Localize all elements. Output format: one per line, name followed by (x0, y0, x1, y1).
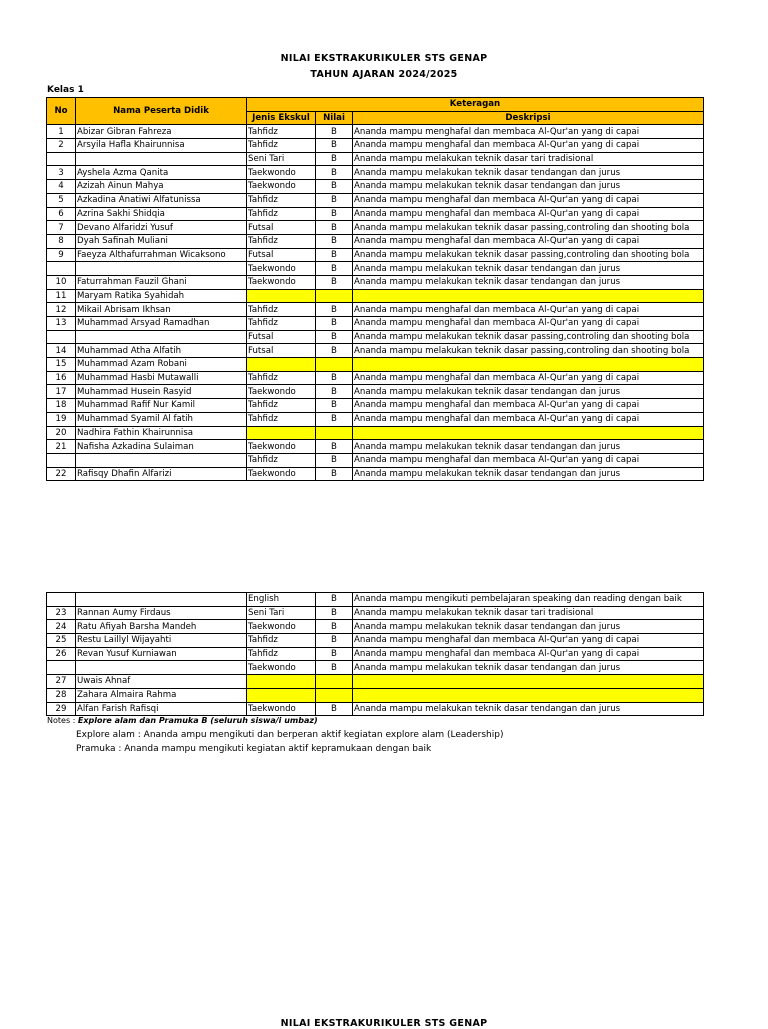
cell-nilai: B (316, 139, 353, 153)
cell-nama: Rafisqy Dhafin Alfarizi (76, 467, 247, 481)
cell-deskripsi (353, 688, 704, 702)
cell-nilai: B (316, 303, 353, 317)
cell-nilai: B (316, 152, 353, 166)
table-row (47, 453, 704, 467)
cell-no: 11 (47, 289, 76, 303)
cell-jenis: Futsal (247, 248, 316, 262)
table-row (47, 330, 704, 344)
cell-no (47, 330, 76, 344)
cell-nilai: B (316, 661, 353, 675)
notes-bold: Explore alam dan Pramuka B (seluruh siswa/i umbaz) (77, 716, 318, 725)
note-pramuka: Pramuka : Ananda mampu mengikuti kegiatan aktif kepramukaan dengan baik (76, 744, 432, 754)
cell-deskripsi (353, 675, 704, 689)
table-row (47, 412, 704, 426)
table-row (47, 702, 704, 716)
cell-no: 20 (47, 426, 76, 440)
cell-nama: Azizah Ainun Mahya (76, 180, 247, 194)
table-row (47, 303, 704, 317)
cell-no: 4 (47, 180, 76, 194)
cell-no: 1 (47, 125, 76, 139)
table-row (47, 634, 704, 648)
cell-deskripsi: Ananda mampu melakukan teknik dasar passing,controling dan shooting bola (353, 221, 704, 235)
cell-no: 8 (47, 234, 76, 248)
cell-no: 18 (47, 399, 76, 413)
cell-deskripsi: Ananda mampu menghafal dan membaca Al-Qur'an yang di capai (353, 193, 704, 207)
grades-table-continued (46, 592, 704, 716)
cell-nilai: B (316, 234, 353, 248)
academic-year: TAHUN AJARAN 2024/2025 (310, 69, 458, 80)
table-row (47, 620, 704, 634)
cell-deskripsi: Ananda mampu melakukan teknik dasar tendangan dan jurus (353, 180, 704, 194)
cell-nilai: B (316, 344, 353, 358)
table-row (47, 688, 704, 702)
cell-nama: Faturrahman Fauzil Ghani (76, 275, 247, 289)
cell-nilai: B (316, 180, 353, 194)
cell-nama (76, 330, 247, 344)
cell-deskripsi: Ananda mampu melakukan teknik dasar tendangan dan jurus (353, 275, 704, 289)
cell-no: 21 (47, 440, 76, 454)
cell-nama: Nafisha Azkadina Sulaiman (76, 440, 247, 454)
cell-nilai: B (316, 193, 353, 207)
cell-deskripsi: Ananda mampu melakukan teknik dasar tari tradisional (353, 152, 704, 166)
cell-jenis: Taekwondo (247, 440, 316, 454)
table-row (47, 385, 704, 399)
cell-nama: Ayshela Azma Qanita (76, 166, 247, 180)
cell-nama: Ratu Afiyah Barsha Mandeh (76, 620, 247, 634)
cell-nilai: B (316, 125, 353, 139)
cell-jenis: Tahfidz (247, 399, 316, 413)
cell-jenis: Tahfidz (247, 193, 316, 207)
cell-nilai: B (316, 702, 353, 716)
cell-nama: Muhammad Syamil Al fatih (76, 412, 247, 426)
table-row (47, 371, 704, 385)
cell-jenis (247, 358, 316, 372)
cell-jenis (247, 688, 316, 702)
cell-nama: Zahara Almaira Rahma (76, 688, 247, 702)
cell-nama: Azkadina Anatiwi Alfatunissa (76, 193, 247, 207)
cell-no (47, 661, 76, 675)
cell-no: 24 (47, 620, 76, 634)
cell-nilai: B (316, 647, 353, 661)
cell-nama: Faeyza Althafurrahman Wicaksono (76, 248, 247, 262)
table-row (47, 207, 704, 221)
cell-nilai: B (316, 620, 353, 634)
cell-jenis: English (247, 593, 316, 607)
next-page-title: NILAI EKSTRAKURIKULER STS GENAP (280, 1018, 488, 1029)
cell-no: 6 (47, 207, 76, 221)
cell-jenis: Tahfidz (247, 207, 316, 221)
cell-jenis: Tahfidz (247, 634, 316, 648)
cell-nilai (316, 688, 353, 702)
cell-nama: Devano Alfaridzi Yusuf (76, 221, 247, 235)
cell-no: 13 (47, 317, 76, 331)
cell-nilai: B (316, 330, 353, 344)
cell-jenis (247, 426, 316, 440)
cell-no: 3 (47, 166, 76, 180)
cell-nama: Azrina Sakhi Shidqia (76, 207, 247, 221)
cell-no: 15 (47, 358, 76, 372)
cell-deskripsi: Ananda mampu melakukan teknik dasar tari tradisional (353, 606, 704, 620)
cell-nama (76, 152, 247, 166)
cell-jenis: Tahfidz (247, 453, 316, 467)
table-row (47, 166, 704, 180)
table-row (47, 593, 704, 607)
cell-nama: Dyah Safinah Muliani (76, 234, 247, 248)
cell-nama: Nadhira Fathin Khairunnisa (76, 426, 247, 440)
header-nilai: Nilai (316, 111, 353, 125)
cell-no: 2 (47, 139, 76, 153)
cell-deskripsi: Ananda mampu melakukan teknik dasar tendangan dan jurus (353, 262, 704, 276)
cell-jenis: Futsal (247, 221, 316, 235)
cell-deskripsi: Ananda mampu melakukan teknik dasar tendangan dan jurus (353, 620, 704, 634)
cell-deskripsi: Ananda mampu menghafal dan membaca Al-Qur'an yang di capai (353, 317, 704, 331)
table-row (47, 675, 704, 689)
cell-jenis: Taekwondo (247, 166, 316, 180)
document-title: NILAI EKSTRAKURIKULER STS GENAP (280, 53, 488, 64)
cell-nama: Maryam Ratika Syahidah (76, 289, 247, 303)
cell-no: 26 (47, 647, 76, 661)
cell-deskripsi: Ananda mampu melakukan teknik dasar tendangan dan jurus (353, 166, 704, 180)
cell-jenis: Futsal (247, 330, 316, 344)
cell-nama: Mikail Abrisam Ikhsan (76, 303, 247, 317)
cell-nama: Muhammad Azam Robani (76, 358, 247, 372)
cell-nilai: B (316, 412, 353, 426)
table-row (47, 344, 704, 358)
cell-nama: Muhammad Rafif Nur Kamil (76, 399, 247, 413)
cell-deskripsi (353, 289, 704, 303)
cell-no: 19 (47, 412, 76, 426)
cell-jenis: Tahfidz (247, 139, 316, 153)
cell-jenis: Seni Tari (247, 152, 316, 166)
cell-jenis: Tahfidz (247, 371, 316, 385)
cell-nama (76, 262, 247, 276)
cell-jenis: Seni Tari (247, 606, 316, 620)
table-row (47, 647, 704, 661)
cell-deskripsi: Ananda mampu melakukan teknik dasar passing,controling dan shooting bola (353, 330, 704, 344)
cell-no: 10 (47, 275, 76, 289)
table-row (47, 221, 704, 235)
cell-nilai: B (316, 606, 353, 620)
cell-deskripsi: Ananda mampu menghafal dan membaca Al-Qur'an yang di capai (353, 634, 704, 648)
table-row (47, 152, 704, 166)
cell-jenis: Taekwondo (247, 467, 316, 481)
cell-deskripsi: Ananda mampu menghafal dan membaca Al-Qur'an yang di capai (353, 371, 704, 385)
cell-deskripsi: Ananda mampu menghafal dan membaca Al-Qur'an yang di capai (353, 125, 704, 139)
cell-nama: Muhammad Hasbi Mutawalli (76, 371, 247, 385)
cell-nama: Uwais Ahnaf (76, 675, 247, 689)
cell-nama: Muhammad Husein Rasyid (76, 385, 247, 399)
cell-deskripsi (353, 426, 704, 440)
table-row (47, 262, 704, 276)
table-row (47, 289, 704, 303)
cell-deskripsi: Ananda mampu menghafal dan membaca Al-Qur'an yang di capai (353, 412, 704, 426)
cell-nama (76, 661, 247, 675)
cell-nilai: B (316, 385, 353, 399)
header-no: No (47, 98, 76, 125)
cell-deskripsi: Ananda mampu melakukan teknik dasar tendangan dan jurus (353, 385, 704, 399)
cell-no (47, 453, 76, 467)
cell-no: 27 (47, 675, 76, 689)
cell-nama: Alfan Farish Rafisqi (76, 702, 247, 716)
cell-jenis: Taekwondo (247, 620, 316, 634)
cell-deskripsi: Ananda mampu menghafal dan membaca Al-Qur'an yang di capai (353, 647, 704, 661)
cell-nama: Restu Laillyl Wijayahti (76, 634, 247, 648)
cell-nilai: B (316, 317, 353, 331)
header-deskripsi: Deskripsi (353, 111, 704, 125)
cell-no (47, 152, 76, 166)
cell-jenis: Tahfidz (247, 317, 316, 331)
cell-nilai: B (316, 634, 353, 648)
table-row (47, 661, 704, 675)
cell-no: 22 (47, 467, 76, 481)
cell-nilai: B (316, 207, 353, 221)
cell-no: 12 (47, 303, 76, 317)
cell-nilai: B (316, 371, 353, 385)
cell-nilai: B (316, 399, 353, 413)
cell-deskripsi: Ananda mampu mengikuti pembelajaran speaking dan reading dengan baik (353, 593, 704, 607)
cell-nilai: B (316, 593, 353, 607)
cell-nilai (316, 426, 353, 440)
cell-no: 25 (47, 634, 76, 648)
cell-deskripsi: Ananda mampu melakukan teknik dasar passing,controling dan shooting bola (353, 344, 704, 358)
cell-jenis (247, 289, 316, 303)
cell-nama (76, 453, 247, 467)
cell-deskripsi: Ananda mampu menghafal dan membaca Al-Qur'an yang di capai (353, 139, 704, 153)
table-row (47, 180, 704, 194)
cell-deskripsi: Ananda mampu menghafal dan membaca Al-Qur'an yang di capai (353, 234, 704, 248)
cell-deskripsi: Ananda mampu menghafal dan membaca Al-Qur'an yang di capai (353, 207, 704, 221)
cell-no (47, 262, 76, 276)
cell-no: 14 (47, 344, 76, 358)
notes-prefix: Notes : (47, 716, 78, 725)
header-nama: Nama Peserta Didik (76, 98, 247, 125)
grades-table (46, 97, 704, 481)
cell-no: 7 (47, 221, 76, 235)
table-row (47, 426, 704, 440)
cell-jenis: Taekwondo (247, 262, 316, 276)
cell-nilai: B (316, 262, 353, 276)
header-jenis: Jenis Ekskul (247, 111, 316, 125)
table-row (47, 234, 704, 248)
cell-nilai: B (316, 221, 353, 235)
table-row (47, 275, 704, 289)
cell-nilai (316, 289, 353, 303)
cell-nilai: B (316, 440, 353, 454)
table-row (47, 193, 704, 207)
cell-deskripsi: Ananda mampu menghafal dan membaca Al-Qur'an yang di capai (353, 399, 704, 413)
cell-deskripsi: Ananda mampu melakukan teknik dasar tendangan dan jurus (353, 702, 704, 716)
cell-deskripsi: Ananda mampu menghafal dan membaca Al-Qur'an yang di capai (353, 453, 704, 467)
cell-nama: Rannan Aumy Firdaus (76, 606, 247, 620)
table-row (47, 139, 704, 153)
cell-nilai: B (316, 248, 353, 262)
cell-nama: Muhammad Atha Alfatih (76, 344, 247, 358)
cell-deskripsi: Ananda mampu melakukan teknik dasar passing,controling dan shooting bola (353, 248, 704, 262)
table-row (47, 399, 704, 413)
cell-jenis: Taekwondo (247, 180, 316, 194)
cell-nilai (316, 358, 353, 372)
cell-jenis: Tahfidz (247, 412, 316, 426)
cell-nilai: B (316, 453, 353, 467)
cell-jenis: Tahfidz (247, 234, 316, 248)
cell-deskripsi (353, 358, 704, 372)
cell-jenis: Tahfidz (247, 647, 316, 661)
cell-jenis: Taekwondo (247, 385, 316, 399)
cell-nilai: B (316, 166, 353, 180)
cell-deskripsi: Ananda mampu menghafal dan membaca Al-Qur'an yang di capai (353, 303, 704, 317)
cell-no: 29 (47, 702, 76, 716)
cell-nama: Arsyila Hafla Khairunnisa (76, 139, 247, 153)
note-explore-alam: Explore alam : Ananda ampu mengikuti dan berperan aktif kegiatan explore alam (Leadership) (76, 730, 504, 740)
cell-nama: Muhammad Arsyad Ramadhan (76, 317, 247, 331)
class-label: Kelas 1 (47, 85, 84, 95)
header-keterangan: Keteragan (247, 98, 704, 112)
cell-jenis: Taekwondo (247, 702, 316, 716)
table-row (47, 358, 704, 372)
cell-no: 9 (47, 248, 76, 262)
cell-nama: Revan Yusuf Kurniawan (76, 647, 247, 661)
cell-nilai (316, 675, 353, 689)
cell-jenis (247, 675, 316, 689)
table-row (47, 317, 704, 331)
cell-no (47, 593, 76, 607)
table-row (47, 248, 704, 262)
table-row (47, 440, 704, 454)
cell-deskripsi: Ananda mampu melakukan teknik dasar tendangan dan jurus (353, 467, 704, 481)
cell-deskripsi: Ananda mampu melakukan teknik dasar tendangan dan jurus (353, 661, 704, 675)
cell-nama: Abizar Gibran Fahreza (76, 125, 247, 139)
cell-no: 16 (47, 371, 76, 385)
cell-nama (76, 593, 247, 607)
table-body (47, 125, 704, 481)
cell-jenis: Taekwondo (247, 661, 316, 675)
table-body (47, 593, 704, 716)
cell-no: 28 (47, 688, 76, 702)
cell-jenis: Tahfidz (247, 303, 316, 317)
notes (47, 716, 318, 725)
cell-no: 23 (47, 606, 76, 620)
cell-deskripsi: Ananda mampu melakukan teknik dasar tendangan dan jurus (353, 440, 704, 454)
cell-no: 5 (47, 193, 76, 207)
cell-nilai: B (316, 467, 353, 481)
cell-jenis: Taekwondo (247, 275, 316, 289)
table-row (47, 467, 704, 481)
cell-no: 17 (47, 385, 76, 399)
cell-jenis: Tahfidz (247, 125, 316, 139)
cell-nilai: B (316, 275, 353, 289)
table-row (47, 125, 704, 139)
cell-jenis: Futsal (247, 344, 316, 358)
table-row (47, 606, 704, 620)
